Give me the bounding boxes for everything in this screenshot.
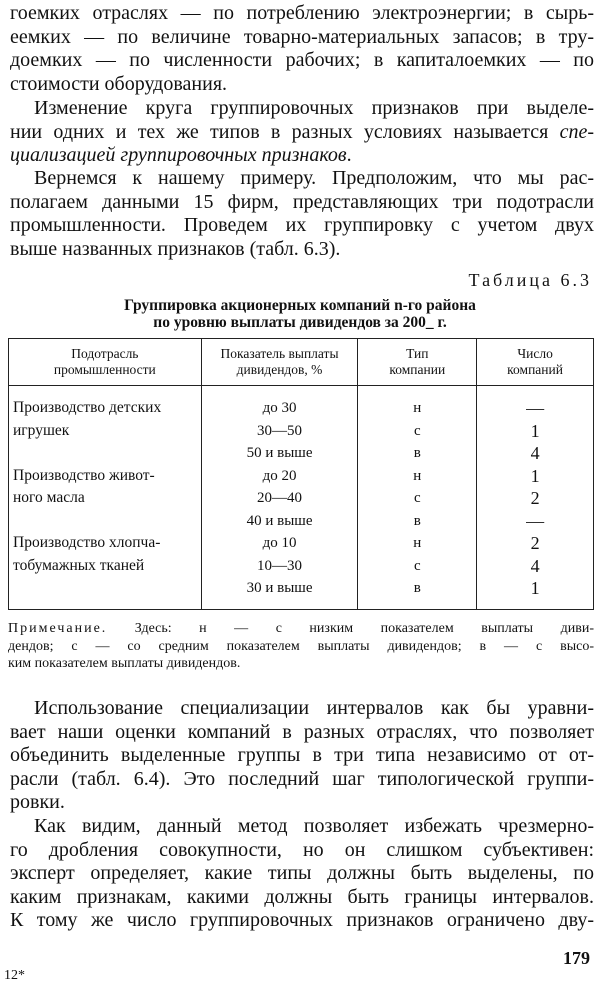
cell-subsector xyxy=(9,511,202,534)
table-row xyxy=(9,533,594,556)
header-payout xyxy=(201,339,358,386)
cell-type: в xyxy=(358,511,477,534)
paragraph-5 xyxy=(10,815,594,933)
header-text: Число xyxy=(517,346,553,361)
text-line: эксперт определяет, какие типы должны быть выделены, по xyxy=(10,862,594,884)
cell-count: 2 xyxy=(477,533,594,556)
table-row xyxy=(9,443,594,466)
note-line: ким показателем выплаты дивидендов. xyxy=(8,656,241,671)
printer-signature: 12* xyxy=(4,968,25,983)
text-line: каким признакам, какими должны быть границы интервалов. xyxy=(10,885,594,908)
header-text: промышленности xyxy=(53,362,156,377)
table-row xyxy=(9,578,594,609)
cell-type: н xyxy=(358,466,477,489)
header-text: Тип xyxy=(406,346,429,361)
note-text: Здесь: н — с низким показателем выплаты диви- xyxy=(107,621,594,636)
cell-count: — xyxy=(477,386,594,421)
cell-subsector: тобумажных тканей xyxy=(9,556,202,579)
header-text: дивидендов, % xyxy=(236,362,323,377)
table-title-line: по уровню выплаты дивидендов за 200_ г. xyxy=(153,314,447,331)
cell-payout: до 10 xyxy=(201,533,358,556)
text-line: Изменение круга группировочных признаков при выделе- xyxy=(34,97,594,119)
emphasis-text: спе- xyxy=(559,120,594,143)
cell-payout: до 30 xyxy=(201,386,358,421)
table-header-row xyxy=(9,339,594,386)
cell-count: 1 xyxy=(477,578,594,609)
cell-subsector xyxy=(9,578,202,609)
text-line: объединить выделенные группы в три типа независимо от от- xyxy=(10,744,594,766)
cell-subsector: Производство детских xyxy=(9,386,202,421)
paragraph-3 xyxy=(10,167,594,261)
cell-count: 4 xyxy=(477,556,594,579)
header-count xyxy=(477,339,594,386)
cell-payout: 10—30 xyxy=(201,556,358,579)
text-line: вает наши оценки компаний в разных отраслях, что позволяет xyxy=(10,720,594,743)
cell-subsector: Производство живот- xyxy=(9,466,202,489)
paragraph-4 xyxy=(10,697,594,815)
header-text: компаний xyxy=(507,362,563,377)
cell-payout: 50 и выше xyxy=(201,443,358,466)
table-row xyxy=(9,511,594,534)
cell-type: с xyxy=(358,421,477,444)
text-line: го дробления совокупности, но он слишком субъективен: xyxy=(10,838,594,861)
cell-subsector: игрушек xyxy=(9,421,202,444)
text-line: доемких — по численности рабочих; в капиталоемких — по xyxy=(10,49,594,71)
table-title xyxy=(0,297,600,331)
cell-payout: 20—40 xyxy=(201,488,358,511)
cell-count: 1 xyxy=(477,421,594,444)
table-row xyxy=(9,421,594,444)
text-line: ровки. xyxy=(10,791,65,813)
cell-count: — xyxy=(477,511,594,534)
text-line: полагаем данными 15 фирм, представляющих три подотрасли xyxy=(10,190,594,213)
page-number: 179 xyxy=(563,948,590,968)
cell-type: в xyxy=(358,578,477,609)
text-line: выше названных признаков (табл. 6.3). xyxy=(10,237,341,260)
text-line: гоемких отраслях — по потреблению электроэнергии; в сырь- xyxy=(10,2,594,24)
text-line xyxy=(10,121,594,145)
note-label: Примечание. xyxy=(8,621,108,636)
paragraph-1 xyxy=(10,2,594,96)
cell-count: 4 xyxy=(477,443,594,466)
header-text: Подотрасль xyxy=(71,346,139,361)
note-line: дендов; с — со средним показателем выплаты дивидендов; в — с высо- xyxy=(8,638,594,654)
note-line xyxy=(8,620,594,638)
cell-payout: 30 и выше xyxy=(201,578,358,609)
header-subsector xyxy=(9,339,202,386)
text-line: К тому же число группировочных признаков ограничено дву- xyxy=(10,909,594,931)
table-label: Таблица 6.3 xyxy=(468,270,592,290)
cell-payout: до 20 xyxy=(201,466,358,489)
text-line: Как видим, данный метод позволяет избежать чрезмерно- xyxy=(34,815,594,837)
cell-type: н xyxy=(358,533,477,556)
text-line: стоимости оборудования. xyxy=(10,72,228,95)
table-note xyxy=(8,620,594,673)
table-title-line: Группировка акционерных компаний n-го района xyxy=(124,297,476,314)
text-segment: . xyxy=(346,144,352,166)
cell-type: с xyxy=(358,556,477,579)
cell-subsector: Производство хлопча- xyxy=(9,533,202,556)
table-row xyxy=(9,466,594,489)
cell-type: н xyxy=(358,386,477,421)
text-line: промышленности. Проведем их группировку с учетом двух xyxy=(10,214,594,236)
table-row xyxy=(9,488,594,511)
table-row xyxy=(9,556,594,579)
text-line: Вернемся к нашему примеру. Предположим, что мы рас- xyxy=(34,167,594,189)
header-type xyxy=(358,339,477,386)
cell-payout: 30—50 xyxy=(201,421,358,444)
text-line: еемких — по величине товарно-материальных запасов; в тру- xyxy=(10,25,594,48)
cell-type: в xyxy=(358,443,477,466)
text-line: расли (табл. 6.4). Это последний шаг типологической группи- xyxy=(10,767,594,790)
table-row xyxy=(9,386,594,421)
cell-subsector xyxy=(9,443,202,466)
cell-payout: 40 и выше xyxy=(201,511,358,534)
text-line: Использование специализации интервалов как бы уравни- xyxy=(34,697,594,719)
paragraph-2 xyxy=(10,97,594,168)
cell-count: 2 xyxy=(477,488,594,511)
cell-count: 1 xyxy=(477,466,594,489)
cell-type: с xyxy=(358,488,477,511)
text-segment: нии одних и тех же типов в разных условиях называется xyxy=(10,120,560,143)
emphasis-text: циализацией группировочных признаков xyxy=(10,144,347,166)
text-line xyxy=(10,144,594,168)
data-table xyxy=(8,338,594,610)
header-text: Показатель выплаты xyxy=(220,346,339,361)
header-text: компании xyxy=(389,362,446,377)
cell-subsector: ного масла xyxy=(9,488,202,511)
